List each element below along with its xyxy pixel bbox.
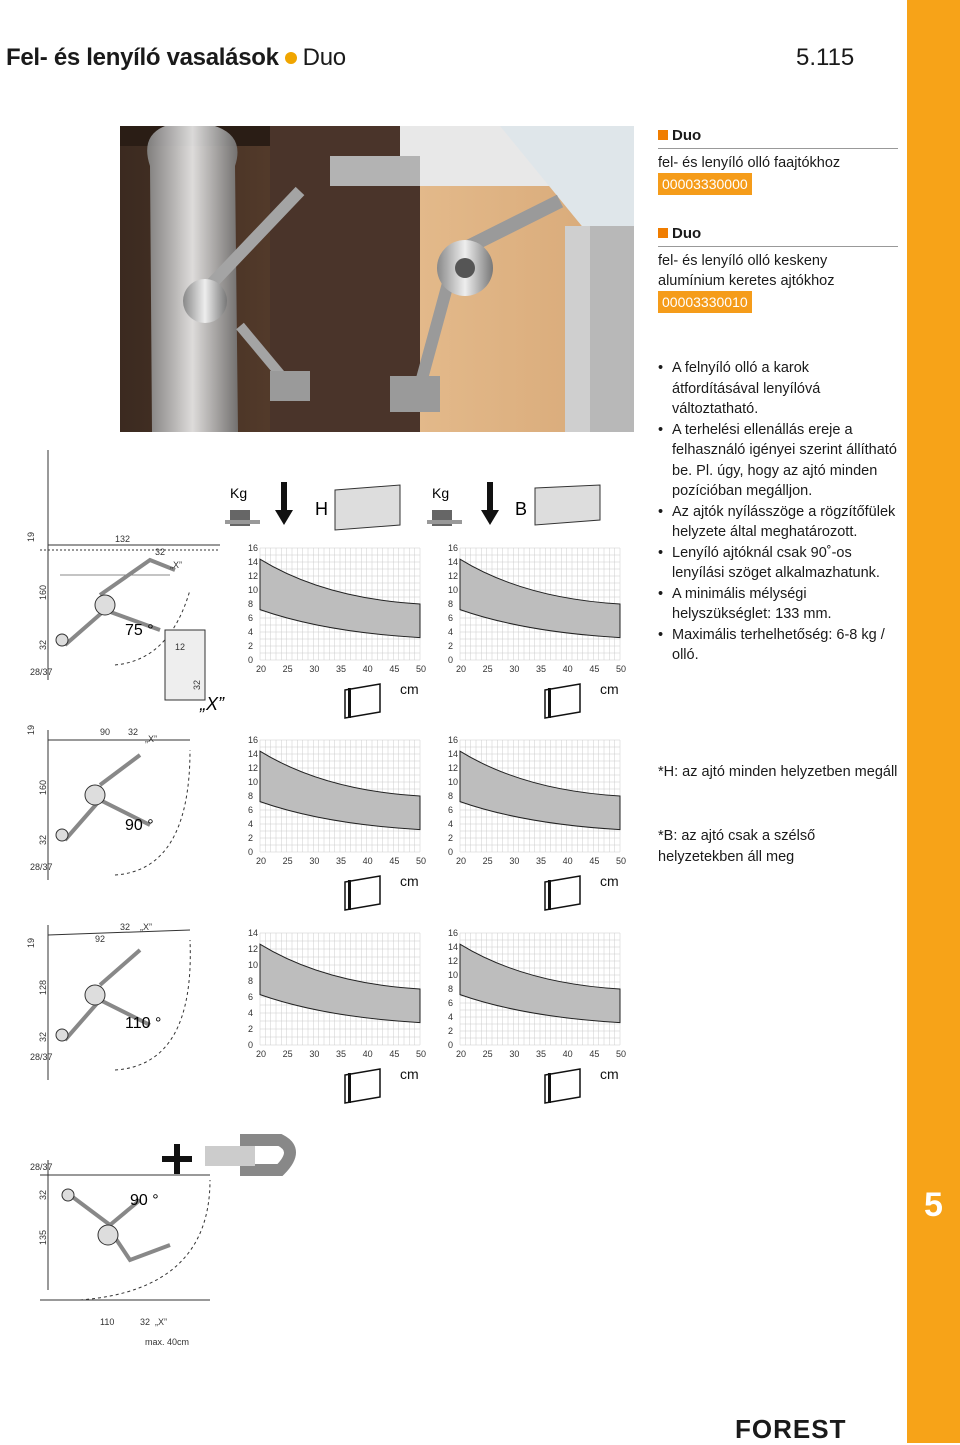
y-tick: 2 — [248, 641, 254, 651]
y-tick: 16 — [248, 543, 259, 553]
y-tick: 14 — [248, 749, 259, 759]
unit-label: cm — [400, 681, 419, 697]
dim-label: 32 — [155, 547, 166, 557]
door-edge-icon — [348, 688, 351, 718]
x-tick: 40 — [362, 1049, 373, 1059]
product-description: fel- és lenyíló olló keskeny alumínium keretes ajtókhoz — [658, 253, 835, 289]
y-tick: 4 — [448, 627, 454, 637]
y-tick: 10 — [248, 960, 259, 970]
dim-label: 32 — [38, 639, 48, 650]
x-tick: 25 — [482, 856, 493, 866]
x-tick: 20 — [456, 856, 467, 866]
dim-label: 128 — [38, 979, 48, 995]
feature-item: • Maximális terhelhetőség: 6-8 kg / olló. — [658, 625, 898, 666]
unit-label: cm — [400, 1066, 419, 1082]
note-b: *B: az ajtó csak a szélső helyzetekben áll meg — [658, 828, 816, 865]
x-tick: 45 — [389, 1049, 400, 1059]
door-edge-icon — [348, 1073, 351, 1103]
y-tick: 0 — [448, 655, 454, 665]
y-tick: 0 — [448, 847, 454, 857]
x-tick: 45 — [589, 664, 600, 674]
x-tick: 45 — [589, 856, 600, 866]
door-edge-icon — [548, 880, 551, 910]
y-tick: 6 — [448, 805, 454, 815]
x-tick: 25 — [282, 664, 293, 674]
y-tick: 0 — [248, 1040, 254, 1050]
x-tick: 35 — [336, 856, 347, 866]
x-tick: 35 — [336, 664, 347, 674]
feature-item: • Az ajtók nyílásszöge a rögzítőfülek helyzete által meghatározott. — [658, 502, 898, 543]
unit-label: cm — [600, 1066, 619, 1082]
y-tick: 12 — [248, 944, 259, 954]
kg-label: Kg — [230, 485, 248, 501]
product-description: fel- és lenyíló olló faajtókhoz — [658, 155, 841, 171]
dim-label: 90 — [100, 727, 111, 737]
y-tick: 14 — [448, 942, 459, 952]
dim-label: „X” — [155, 1317, 167, 1327]
dim-label: 28/37 — [30, 1162, 53, 1172]
dim-label: 32 — [38, 834, 48, 845]
door-edge-icon — [348, 880, 351, 910]
x-tick: 40 — [562, 856, 573, 866]
x-tick: 25 — [282, 856, 293, 866]
unit-label: cm — [400, 873, 419, 889]
square-icon — [658, 130, 668, 140]
plus-icon — [162, 1144, 192, 1174]
load-chart — [248, 928, 426, 1103]
dim-label: 19 — [26, 937, 36, 948]
x-tick: 40 — [362, 856, 373, 866]
y-tick: 12 — [448, 956, 459, 966]
dim-label: 110 — [100, 1317, 115, 1327]
y-tick: 12 — [248, 763, 259, 773]
x-tick: 50 — [616, 664, 627, 674]
x-tick: 25 — [482, 664, 493, 674]
forest-logo: FOREST — [735, 1414, 847, 1444]
y-tick: 6 — [248, 992, 254, 1002]
y-tick: 12 — [248, 571, 259, 581]
y-tick: 10 — [248, 777, 259, 787]
load-chart — [248, 735, 426, 910]
y-tick: 6 — [448, 613, 454, 623]
y-tick: 6 — [248, 613, 254, 623]
x-tick: 50 — [616, 1049, 627, 1059]
y-tick: 4 — [448, 1012, 454, 1022]
dim-label: 32 — [38, 1189, 48, 1200]
load-chart — [248, 543, 426, 718]
y-tick: 8 — [248, 791, 254, 801]
y-tick: 14 — [448, 749, 459, 759]
feature-item: • A terhelési ellenállás ereje a felhasználó igényei szerint állítható be. Pl. úgy, hogy az ajtó minden pozícióban megálljon. — [658, 420, 898, 502]
diagram-110 — [48, 925, 190, 1080]
y-tick: 14 — [248, 928, 259, 938]
chapter-tab — [907, 0, 960, 1443]
detail-dim: 12 — [175, 642, 186, 652]
y-tick: 16 — [448, 543, 459, 553]
load-chart — [448, 735, 626, 910]
y-tick: 8 — [448, 984, 454, 994]
dim-label: 32 — [38, 1031, 48, 1042]
x-tick: 35 — [536, 856, 547, 866]
product-heading — [658, 224, 898, 247]
product-name: Duo — [672, 225, 702, 242]
y-tick: 16 — [448, 928, 459, 938]
x-tick: 30 — [509, 856, 520, 866]
unit-label: cm — [600, 873, 619, 889]
y-tick: 16 — [448, 735, 459, 745]
detail-dim: 32 — [192, 679, 202, 690]
feature-item: • A minimális mélységi helyszükséglet: 133 mm. — [658, 584, 898, 625]
dim-label: „X” — [140, 922, 152, 932]
kg-label: Kg — [432, 485, 450, 501]
y-tick: 0 — [448, 1040, 454, 1050]
magnet-icon — [205, 1140, 290, 1170]
angle-label: 110 ° — [125, 1015, 162, 1032]
y-tick: 10 — [248, 585, 259, 595]
door-edge-icon — [548, 1073, 551, 1103]
angle-label: 75 ° — [125, 622, 154, 639]
y-tick: 4 — [448, 819, 454, 829]
unit-label: cm — [600, 681, 619, 697]
title-subtitle: Duo — [302, 44, 346, 71]
feature-item: • A felnyíló olló a karok átfordításával lenyílóvá változtatható. — [658, 358, 898, 420]
dim-label: 32 — [120, 922, 131, 932]
dim-label: „X” — [145, 734, 157, 744]
y-tick: 14 — [448, 557, 459, 567]
dim-label: 32 — [128, 727, 139, 737]
door-icon — [335, 485, 400, 530]
x-tick: 20 — [256, 856, 267, 866]
angle-label: 90 ° — [130, 1192, 159, 1209]
dim-label: 132 — [115, 534, 131, 544]
dim-label: 92 — [95, 934, 106, 944]
x-tick: 50 — [416, 1049, 427, 1059]
note-h: *H: az ajtó minden helyzetben megáll — [658, 764, 898, 780]
door-edge-icon — [548, 688, 551, 718]
y-tick: 4 — [248, 1008, 254, 1018]
angle-label: 90 ° — [125, 817, 154, 834]
dim-label: „X” — [170, 560, 182, 570]
arrow-down-icon — [481, 482, 499, 525]
feature-list — [658, 358, 898, 666]
x-tick: 20 — [456, 1049, 467, 1059]
product-code: 00003330010 — [658, 291, 752, 313]
diagram-90 — [48, 730, 190, 880]
y-tick: 16 — [248, 735, 259, 745]
x-tick: 45 — [389, 664, 400, 674]
dim-label: 160 — [38, 779, 48, 795]
y-tick: 8 — [448, 599, 454, 609]
product-heading — [658, 126, 898, 149]
x-tick: 30 — [509, 664, 520, 674]
load-charts — [248, 543, 626, 1103]
diagram-75 — [40, 450, 220, 700]
diagram-down-90 — [40, 1160, 210, 1300]
y-tick: 6 — [248, 805, 254, 815]
load-chart — [448, 928, 626, 1103]
y-tick: 12 — [448, 571, 459, 581]
x-tick: 50 — [416, 664, 427, 674]
y-tick: 10 — [448, 585, 459, 595]
y-tick: 2 — [448, 641, 454, 651]
y-tick: 12 — [448, 763, 459, 773]
x-tick: 30 — [309, 856, 320, 866]
x-label: „X” — [200, 694, 224, 714]
page-title — [6, 44, 346, 72]
x-tick: 50 — [616, 856, 627, 866]
page-number: 5.115 — [796, 44, 855, 71]
x-tick: 25 — [482, 1049, 493, 1059]
y-tick: 10 — [448, 970, 459, 980]
product-code: 00003330000 — [658, 173, 752, 195]
dim-label: 19 — [26, 724, 36, 735]
x-tick: 20 — [256, 664, 267, 674]
square-icon — [658, 228, 668, 238]
dim-label: 19 — [26, 531, 36, 542]
y-tick: 4 — [248, 627, 254, 637]
label-h: H — [315, 499, 328, 519]
y-tick: 2 — [248, 1024, 254, 1034]
dim-label: max. 40cm — [145, 1337, 190, 1347]
x-tick: 30 — [509, 1049, 520, 1059]
label-b: B — [515, 499, 528, 519]
y-tick: 4 — [248, 819, 254, 829]
dim-label: 28/37 — [30, 667, 53, 677]
x-tick: 30 — [309, 664, 320, 674]
y-tick: 2 — [448, 833, 454, 843]
x-tick: 45 — [389, 856, 400, 866]
x-tick: 20 — [456, 664, 467, 674]
product-name: Duo — [672, 127, 702, 144]
product-photo — [120, 126, 634, 432]
product-block-1 — [658, 126, 898, 195]
bullet-dot-icon — [285, 52, 297, 64]
x-tick: 25 — [282, 1049, 293, 1059]
y-tick: 14 — [248, 557, 259, 567]
dim-label: 32 — [140, 1317, 151, 1327]
dim-label: 135 — [38, 1229, 48, 1245]
load-chart — [448, 543, 626, 718]
y-tick: 8 — [248, 976, 254, 986]
x-tick: 20 — [256, 1049, 267, 1059]
dim-label: 160 — [38, 584, 48, 600]
x-tick: 35 — [536, 664, 547, 674]
weight-icon — [225, 510, 260, 526]
arrow-down-icon — [275, 482, 293, 525]
y-tick: 6 — [448, 998, 454, 1008]
product-block-2 — [658, 224, 898, 313]
y-tick: 8 — [248, 599, 254, 609]
title-text: Fel- és lenyíló vasalások — [6, 44, 279, 71]
x-tick: 35 — [536, 1049, 547, 1059]
x-tick: 50 — [416, 856, 427, 866]
weight-icon — [427, 510, 462, 526]
technical-drawings — [0, 430, 660, 1430]
y-tick: 0 — [248, 655, 254, 665]
x-tick: 40 — [562, 664, 573, 674]
x-tick: 30 — [309, 1049, 320, 1059]
y-tick: 0 — [248, 847, 254, 857]
x-tick: 40 — [362, 664, 373, 674]
door-icon — [535, 485, 600, 525]
y-tick: 2 — [248, 833, 254, 843]
y-tick: 10 — [448, 777, 459, 787]
chapter-number: 5 — [924, 1186, 943, 1224]
x-tick: 40 — [562, 1049, 573, 1059]
x-tick: 35 — [336, 1049, 347, 1059]
y-tick: 2 — [448, 1026, 454, 1036]
y-tick: 8 — [448, 791, 454, 801]
feature-item: • Lenyíló ajtóknál csak 90˚-os lenyílási szöget alkalmazhatunk. — [658, 543, 898, 584]
dim-label: 28/37 — [30, 1052, 53, 1062]
dim-label: 28/37 — [30, 862, 53, 872]
x-tick: 45 — [589, 1049, 600, 1059]
